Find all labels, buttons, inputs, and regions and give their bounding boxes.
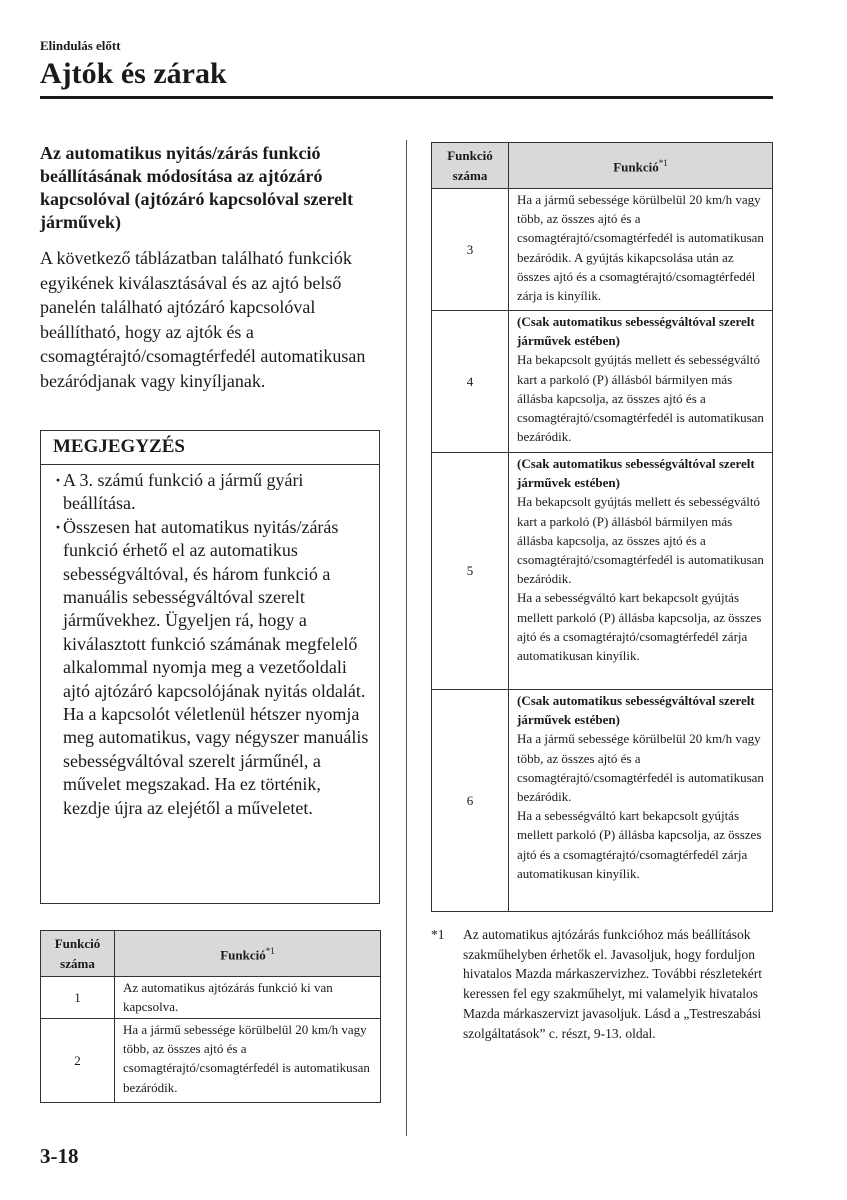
- footnote-ref: *1: [265, 946, 275, 957]
- header-number-line1: Funkció: [54, 935, 101, 951]
- header-function-label: Funkció: [220, 947, 266, 963]
- function-text-secondary: Ha a sebességváltó kart bekapcsolt gyújtás mellett parkoló (P) állásba kapcsolja, az összes ajtó és a csomagtérajtó/csomagtérfedél zárja automatikusan kinyílik.: [517, 808, 762, 881]
- function-condition: (Csak automatikus sebességváltóval szerelt járművek estében): [517, 693, 755, 728]
- section-label: Elindulás előtt: [40, 38, 121, 53]
- function-text: Ha a jármű sebessége körülbelül 20 km/h vagy több, az összes ajtó és a csomagtérajtó/csomagtérfedél is automatikusan bezáródik. A gyújtás kikapcsolása után az összes ajtó és a csomagtérajtó/csomagtérfedél zárja is kinyílik.: [517, 192, 764, 304]
- table-row: [432, 311, 773, 453]
- table-row: [432, 453, 773, 690]
- intro-section: [40, 142, 382, 394]
- page-title: Ajtók és zárak: [40, 57, 227, 90]
- function-text: Ha a jármű sebessége körülbelül 20 km/h vagy több, az összes ajtó és a csomagtérajtó/csomagtérfedél is automatikusan bezáródik.: [517, 731, 764, 805]
- function-description: [509, 311, 773, 453]
- header-number: [41, 931, 115, 977]
- note-box: [40, 430, 380, 904]
- footnote-text: Az automatikus ajtózárás funkcióhoz más beállítások szakműhelyben érhetők el. Javasoljuk, hogy forduljon hivatalos Mazda márkaszervizhez. További részletekért keressen fel egy szakműhelyt, mi valamelyik hivatalos Mazda márkaszervizt javasoljuk. Lásd a „Testreszabási szolgáltatások” c. részt, 9-13. oldal.: [463, 927, 763, 1041]
- table-header-row: [41, 931, 381, 977]
- function-description: Az automatikus ajtózárás funkció ki van kapcsolva.: [115, 977, 381, 1019]
- function-text: Ha bekapcsolt gyújtás mellett és sebességváltó kart a parkoló (P) állásból bármilyen más állásba kapcsolja, az összes ajtó és a csomagtérajtó/csomagtérfedél is automatikusan bezáródik.: [517, 494, 764, 587]
- function-number: 3: [432, 189, 509, 311]
- header-number-line1: Funkció: [447, 147, 493, 163]
- function-condition: (Csak automatikus sebességváltóval szerelt járművek estében): [517, 456, 755, 491]
- note-item: · Összesen hat automatikus nyitás/zárás funkció érhető el az automatikus sebességváltóval, és három funkció a manuális sebességváltóval szerelt járművekhez. Ügyeljen rá, hogy a kiválasztott funkció számának megfelelő alkalommal nyomja meg a vezetőoldali ajtó ajtózáró kapcsolójának nyitás oldalát. Ha a kapcsolót véletlenül hétszer nyomja meg automatikus, vagy négyszer manuális sebességváltóval szerelt járműnél, a művelet megszakad. Ha ez történik, kezdje újra az elejétől a műveletet.: [63, 516, 369, 820]
- function-description: [509, 453, 773, 690]
- table-row: [432, 189, 773, 311]
- function-number: 4: [432, 311, 509, 453]
- footnote-ref: *1: [658, 158, 668, 169]
- function-description: [509, 189, 773, 311]
- function-number: 6: [432, 690, 509, 912]
- column-divider: [406, 140, 407, 1136]
- header-number-line2: száma: [452, 167, 488, 183]
- intro-paragraph: A következő táblázatban található funkciók egyikének kiválasztásával és az ajtó belső panelén található ajtózáró kapcsolóval beállítható, hogy az ajtók és a csomagtérajtó/csomagtérfedél automatikusan bezáródjanak vagy kinyíljanak.: [40, 248, 366, 391]
- table-header-row: [432, 143, 773, 189]
- function-number: 1: [41, 977, 115, 1019]
- function-text: Ha bekapcsolt gyújtás mellett és sebességváltó kart a parkoló (P) állásból bármilyen más állásba kapcsolja, az összes ajtó és a csomagtérajtó/csomagtérfedél is automatikusan bezáródik.: [517, 352, 764, 445]
- note-list: [41, 465, 379, 820]
- table-row: [41, 977, 381, 1019]
- function-description: Ha a jármű sebessége körülbelül 20 km/h vagy több, az összes ajtó és a csomagtérajtó/csomagtérfedél is automatikusan bezáródik.: [115, 1019, 381, 1103]
- table-row: [41, 1019, 381, 1103]
- footnote-mark: *1: [431, 927, 445, 942]
- function-table-right: [431, 142, 773, 912]
- header-number-line2: száma: [60, 955, 95, 971]
- header-function: [509, 143, 773, 189]
- section-heading: Az automatikus nyitás/zárás funkció beállításának módosítása az ajtózáró kapcsolóval (ajtózáró kapcsolóval szerelt járművek): [40, 143, 354, 232]
- function-number: 5: [432, 453, 509, 690]
- header-function: [115, 931, 381, 977]
- function-table-left: [40, 930, 381, 1103]
- table-row: [432, 690, 773, 912]
- function-condition: (Csak automatikus sebességváltóval szerelt járművek estében): [517, 314, 755, 349]
- title-divider: [40, 96, 773, 99]
- footnote: [431, 925, 773, 1043]
- function-text-secondary: Ha a sebességváltó kart bekapcsolt gyújtás mellett parkoló (P) állásba kapcsolja, az összes ajtó és a csomagtérajtó/csomagtérfedél zárja automatikusan kinyílik.: [517, 590, 762, 664]
- header-number: [432, 143, 509, 189]
- note-title: MEGJEGYZÉS: [41, 431, 379, 465]
- function-number: 2: [41, 1019, 115, 1103]
- function-description: [509, 690, 773, 912]
- header-function-label: Funkció: [613, 159, 659, 175]
- page-number: 3-18: [40, 1144, 79, 1168]
- note-item: · A 3. számú funkció a jármű gyári beállítása.: [63, 469, 369, 516]
